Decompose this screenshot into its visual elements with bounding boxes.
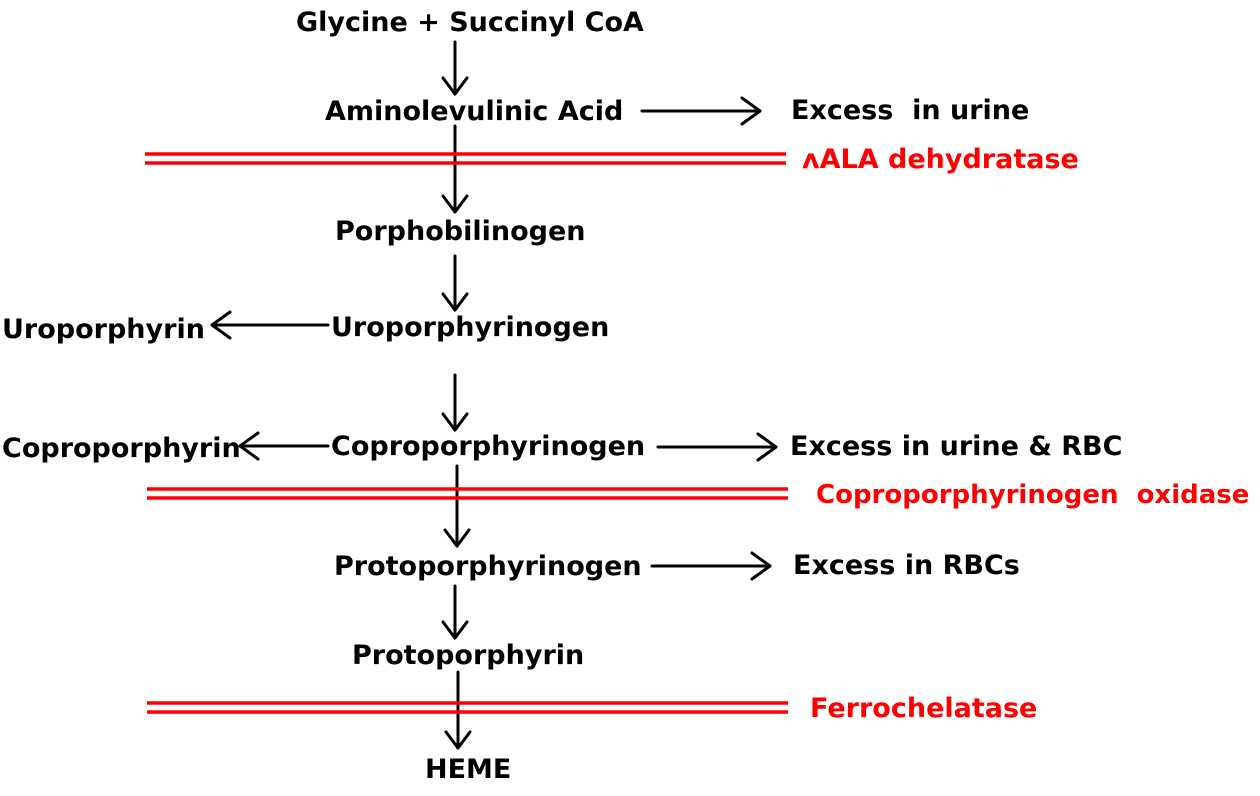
- label-excess-in-rbcs: Excess in RBCs: [793, 550, 1020, 581]
- node-glycine-succinyl-coa: Glycine + Succinyl CoA: [296, 7, 644, 38]
- block-bar-ferrochelatase: [147, 703, 788, 712]
- node-protoporphyrin: Protoporphyrin: [352, 640, 585, 671]
- arrow-ala-to-excess-urine: [642, 98, 760, 124]
- arrow-protoporphyrin-to-heme: [446, 672, 470, 748]
- node-coproporphyrinogen: Coproporphyrinogen: [331, 431, 646, 462]
- arrow-coproporphyrinogen-to-protoporphyrinogen: [445, 466, 469, 546]
- node-protoporphyrinogen: Protoporphyrinogen: [334, 551, 642, 582]
- node-aminolevulinic-acid: Aminolevulinic Acid: [325, 96, 624, 127]
- arrow-coproporphyrinogen-to-coproporphyrin: [240, 433, 328, 459]
- node-uroporphyrinogen: Uroporphyrinogen: [331, 312, 610, 343]
- block-bar-ala-dehydratase: [145, 154, 786, 163]
- arrow-porphobilinogen-to-uroporphyrinogen: [443, 256, 467, 310]
- arrow-proto-to-excess-rbcs: [652, 553, 770, 579]
- arrow-protoporphyrinogen-to-protoporphyrin: [443, 586, 467, 638]
- label-excess-in-urine-rbc: Excess in urine & RBC: [790, 431, 1123, 462]
- arrow-glycine-to-ala: [443, 42, 467, 94]
- label-excess-in-urine: Excess in urine: [791, 95, 1030, 126]
- enzyme-ferrochelatase: Ferrochelatase: [810, 693, 1038, 724]
- node-porphobilinogen: Porphobilinogen: [335, 216, 586, 247]
- node-uroporphyrin: Uroporphyrin: [2, 314, 205, 345]
- block-bar-copro-oxidase: [147, 489, 788, 498]
- arrow-uroporphyrinogen-to-uroporphyrin: [212, 312, 328, 338]
- enzyme-coproporphyrinogen-oxidase: Coproporphyrinogen oxidase: [816, 480, 1250, 510]
- node-heme: HEME: [425, 754, 512, 785]
- node-coproporphyrin: Coproporphyrin: [2, 433, 241, 464]
- arrow-ala-to-porphobilinogen: [443, 126, 467, 212]
- enzyme-ala-dehydratase: ʌALA dehydratase: [802, 144, 1079, 175]
- arrow-copro-to-excess-urine-rbc: [658, 434, 776, 460]
- arrow-uroporphyrinogen-to-coproporphyrinogen: [443, 375, 467, 430]
